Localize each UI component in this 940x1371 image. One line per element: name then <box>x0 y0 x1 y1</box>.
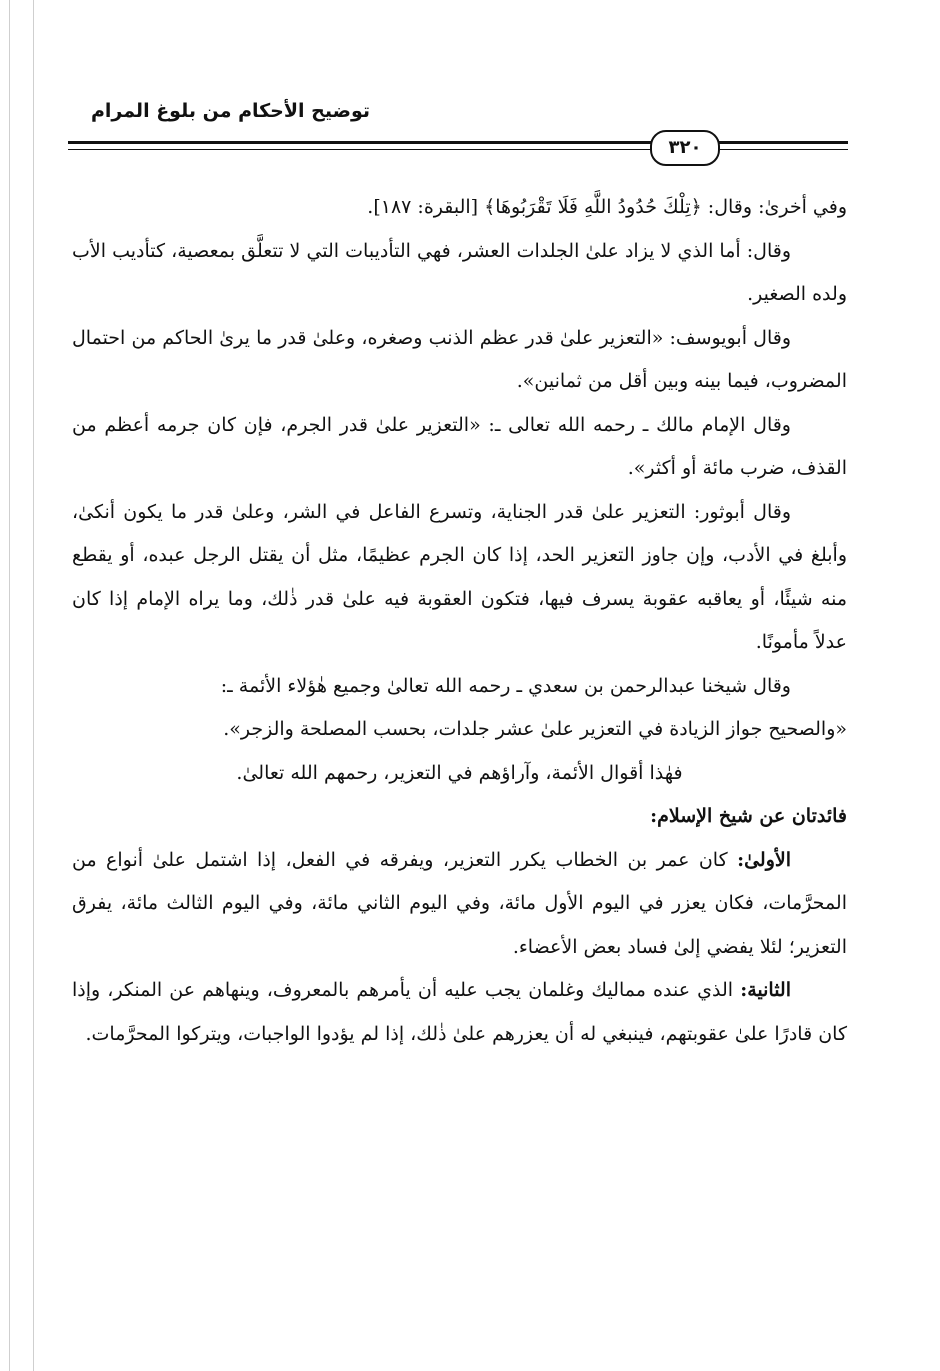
paragraph-saadi-intro: وقال شيخنا عبدالرحمن بن سعدي ـ رحمه الله تعالىٰ وجميع هٰؤلاء الأئمة ـ: <box>220 674 791 697</box>
paragraph-malik-opinion: وقال الإمام مالك ـ رحمه الله تعالى ـ: «التعزير علىٰ قدر الجرم، فإن كان جرمه أعظم من القذف، ضرب مائة أو أكثر». <box>72 413 847 479</box>
running-header-title: توضيح الأحكام من بلوغ المرام <box>90 100 370 122</box>
first-benefit-text: كان عمر بن الخطاب يكرر التعزير، ويفرقه في الفعل، إذا اشتمل علىٰ أنواع من المحرَّمات، فكان يعزر في اليوم الأول مائة، وفي اليوم الثاني مائة، وفي اليوم الثالث مائة، يفرق التعزير؛ لئلا يفضي إلىٰ فساد بعض الأعضاء. <box>72 848 847 958</box>
paragraph-second-benefit <box>72 969 847 1056</box>
paragraph-first-benefit <box>72 839 847 970</box>
paragraph-saadi-quote: «والصحيح جواز الزيادة في التعزير علىٰ عشر جلدات، بحسب المصلحة والزجر». <box>223 718 847 740</box>
page-binding-line <box>33 0 34 1371</box>
paragraph-discipline-without-sin: وقال: أما الذي لا يزاد علىٰ الجلدات العشر، فهي التأديبات التي لا تتعلَّق بمعصية، كتأديب الأب ولده الصغير. <box>72 239 847 305</box>
section-heading-two-benefits: فائدتان عن شيخ الإسلام: <box>650 805 847 827</box>
page-number: ٣٢٠ <box>650 130 720 166</box>
page-binding-line <box>9 0 10 1371</box>
page-body <box>72 186 847 1056</box>
second-benefit-text: الذي عنده مماليك وغلمان يجب عليه أن يأمرهم بالمعروف، وينهاهم عن المنكر، وإذا كان قادرًا علىٰ عقوبتهم، فينبغي له أن يعزرهم علىٰ ذٰلك، إذا لم يؤدوا الواجبات، ويتركوا المحرَّمات. <box>72 979 847 1045</box>
second-benefit-label: الثانية: <box>740 979 791 1001</box>
header-rule-thin <box>68 149 848 150</box>
first-benefit-label: الأولىٰ: <box>737 848 791 871</box>
paragraph-quran-citation: وفي أخرىٰ: وقال: ﴿تِلْكَ حُدُودُ اللَّهِ فَلَا تَقْرَبُوهَا﴾ [البقرة: ١٨٧]. <box>367 196 847 218</box>
header-rule-thick <box>68 141 848 144</box>
paragraph-abu-yusuf-opinion: وقال أبويوسف: «التعزير علىٰ قدر عظم الذنب وصغره، وعلىٰ قدر ما يرىٰ الحاكم من احتمال المضروب، فيما بينه وبين أقل من ثمانين». <box>72 326 847 392</box>
paragraph-abu-thawr-opinion: وقال أبوثور: التعزير علىٰ قدر الجناية، وتسرع الفاعل في الشر، وعلىٰ قدر ما يكون أنكىٰ، وأبلغ في الأدب، وإن جاوز التعزير الحد، إذا كان الجرم عظيمًا، مثل أن يقتل الرجل عبده، أو يقطع منه شيئًا، أو يعاقبه عقوبة يسرف فيها، فتكون العقوبة فيه علىٰ قدر ذٰلك، وما يراه الإمام إذا كان عدلاً مأمونًا. <box>72 500 847 653</box>
paragraph-summary: فهٰذا أقوال الأئمة، وآراؤهم في التعزير، رحمهم الله تعالىٰ. <box>236 761 683 784</box>
